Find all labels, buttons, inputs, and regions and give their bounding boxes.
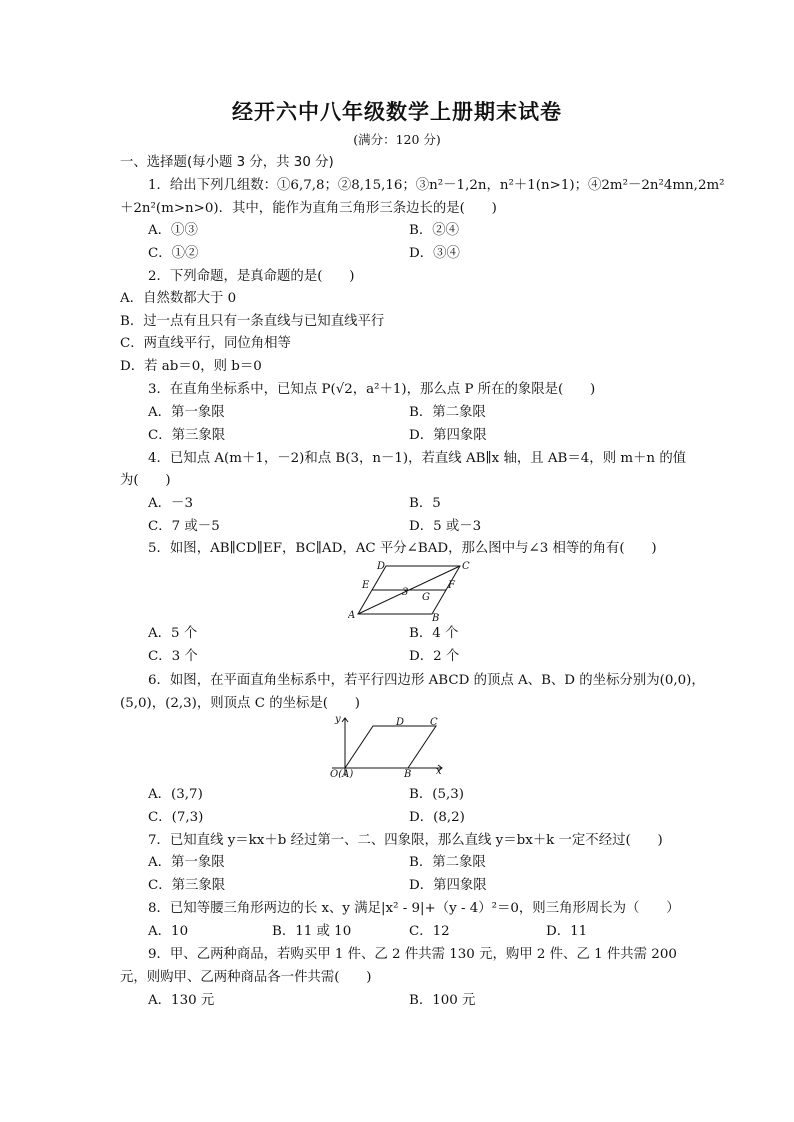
q6-option-a: A．(3,7) bbox=[148, 787, 203, 802]
label-y: y bbox=[335, 714, 341, 725]
label-e: E bbox=[362, 580, 370, 591]
full-score-note: (满分：120 分) bbox=[353, 132, 441, 147]
q2-option-a: A．自然数都大于 0 bbox=[120, 291, 237, 306]
q3-option-d: D．第四象限 bbox=[409, 428, 487, 443]
q9-option-a: A．130 元 bbox=[148, 993, 215, 1008]
q8-option-a: A．10 bbox=[148, 924, 189, 939]
q4-option-a: A．－3 bbox=[148, 496, 193, 511]
q9-stem-line1: 9．甲、乙两种商品，若购买甲 1 件、乙 2 件共需 130 元，购甲 2 件、乙 1 件共需 200 bbox=[148, 947, 677, 962]
q1-option-c: C．①② bbox=[148, 246, 199, 261]
q3-stem: 3．在直角坐标系中，已知点 P(√2，a²＋1)，那么点 P 所在的象限是( ) bbox=[148, 382, 596, 397]
q1-stem-line2: ＋2n²(m>n>0)．其中，能作为直角三角形三条边长的是( ) bbox=[120, 201, 497, 216]
label-c: C bbox=[430, 717, 438, 728]
q4-stem-line1: 4．已知点 A(m＋1，－2)和点 B(3，n－1)，若直线 AB∥x 轴，且 AB＝4，则 m＋n 的值 bbox=[148, 451, 687, 466]
label-f: F bbox=[448, 580, 455, 591]
label-c: C bbox=[462, 561, 470, 572]
q6-option-b: B．(5,3) bbox=[409, 787, 464, 802]
q8-stem: 8．已知等腰三角形两边的长 x、y 满足|x² - 9|+（y - 4）²＝0，则三角形周长为（ ） bbox=[148, 901, 680, 916]
label-origin: O(A) bbox=[330, 769, 354, 778]
q1-option-d: D．③④ bbox=[409, 246, 460, 261]
page-title: 经开六中八年级数学上册期末试卷 bbox=[232, 100, 562, 124]
label-d: D bbox=[377, 561, 386, 572]
q7-option-d: D．第四象限 bbox=[409, 878, 487, 893]
q5-option-a: A．5 个 bbox=[148, 626, 198, 641]
q4-option-b: B．5 bbox=[409, 496, 441, 511]
q8-option-b: B．11 或 10 bbox=[272, 924, 352, 939]
label-b: B bbox=[432, 613, 440, 622]
q2-option-b: B．过一点有且只有一条直线与已知直线平行 bbox=[120, 314, 385, 329]
q3-option-b: B．第二象限 bbox=[409, 405, 486, 420]
q9-stem-line2: 元，则购甲、乙两种商品各一件共需( ) bbox=[120, 970, 372, 985]
label-x: x bbox=[436, 766, 442, 777]
q6-option-c: C．(7,3) bbox=[148, 810, 204, 825]
parallelogram-abcd bbox=[345, 726, 436, 768]
label-d: D bbox=[396, 717, 405, 728]
q6-option-d: D．(8,2) bbox=[409, 810, 465, 825]
q8-option-d: D．11 bbox=[546, 924, 588, 939]
q8-option-c: C．12 bbox=[409, 924, 450, 939]
q1-option-b: B．②④ bbox=[409, 223, 460, 238]
q5-option-b: B．4 个 bbox=[409, 626, 459, 641]
q7-stem: 7．已知直线 y＝kx＋b 经过第一、二、四象限，那么直线 y＝bx＋k 一定不经过( ) bbox=[148, 833, 663, 848]
q5-option-d: D．2 个 bbox=[409, 649, 460, 664]
label-a: A bbox=[348, 610, 356, 621]
q2-stem: 2．下列命题，是真命题的是( ) bbox=[148, 269, 355, 284]
label-g: G bbox=[422, 592, 430, 603]
q1-stem-line1: 1．给出下列几组数：①6,7,8；②8,15,16；③n²－1,2n，n²＋1(n>1)；④2m²－2n²4mn,2m² bbox=[148, 178, 725, 193]
q7-option-b: B．第二象限 bbox=[409, 855, 486, 870]
q4-option-c: C．7 或－5 bbox=[148, 519, 220, 534]
q6-stem-line2: (5,0)，(2,3)，则顶点 C 的坐标是( ) bbox=[120, 696, 360, 711]
parallelogram-figure bbox=[348, 560, 472, 622]
coordinate-figure bbox=[328, 712, 446, 778]
q7-option-c: C．第三象限 bbox=[148, 878, 226, 893]
q7-option-a: A．第一象限 bbox=[148, 855, 225, 870]
q4-option-d: D．5 或－3 bbox=[409, 519, 482, 534]
q2-option-c: C．两直线平行，同位角相等 bbox=[120, 336, 291, 351]
q2-option-d: D．若 ab＝0，则 b＝0 bbox=[120, 359, 262, 374]
label-angle-3: 3 bbox=[402, 587, 409, 598]
q4-stem-line2: 为( ) bbox=[120, 473, 171, 488]
q3-option-a: A．第一象限 bbox=[148, 405, 225, 420]
q9-option-b: B．100 元 bbox=[409, 993, 476, 1008]
q6-stem-line1: 6．如图，在平面直角坐标系中，若平行四边形 ABCD 的顶点 A、B、D 的坐标分别为(0,0)， bbox=[148, 673, 705, 688]
section-heading: 一、选择题(每小题 3 分，共 30 分) bbox=[120, 155, 334, 170]
q5-option-c: C．3 个 bbox=[148, 649, 198, 664]
q3-option-c: C．第三象限 bbox=[148, 428, 226, 443]
label-b: B bbox=[404, 769, 412, 778]
q1-option-a: A．①③ bbox=[148, 223, 198, 238]
q5-stem: 5．如图，AB∥CD∥EF，BC∥AD，AC 平分∠BAD，那么图中与∠3 相等的角有( ) bbox=[148, 541, 657, 556]
